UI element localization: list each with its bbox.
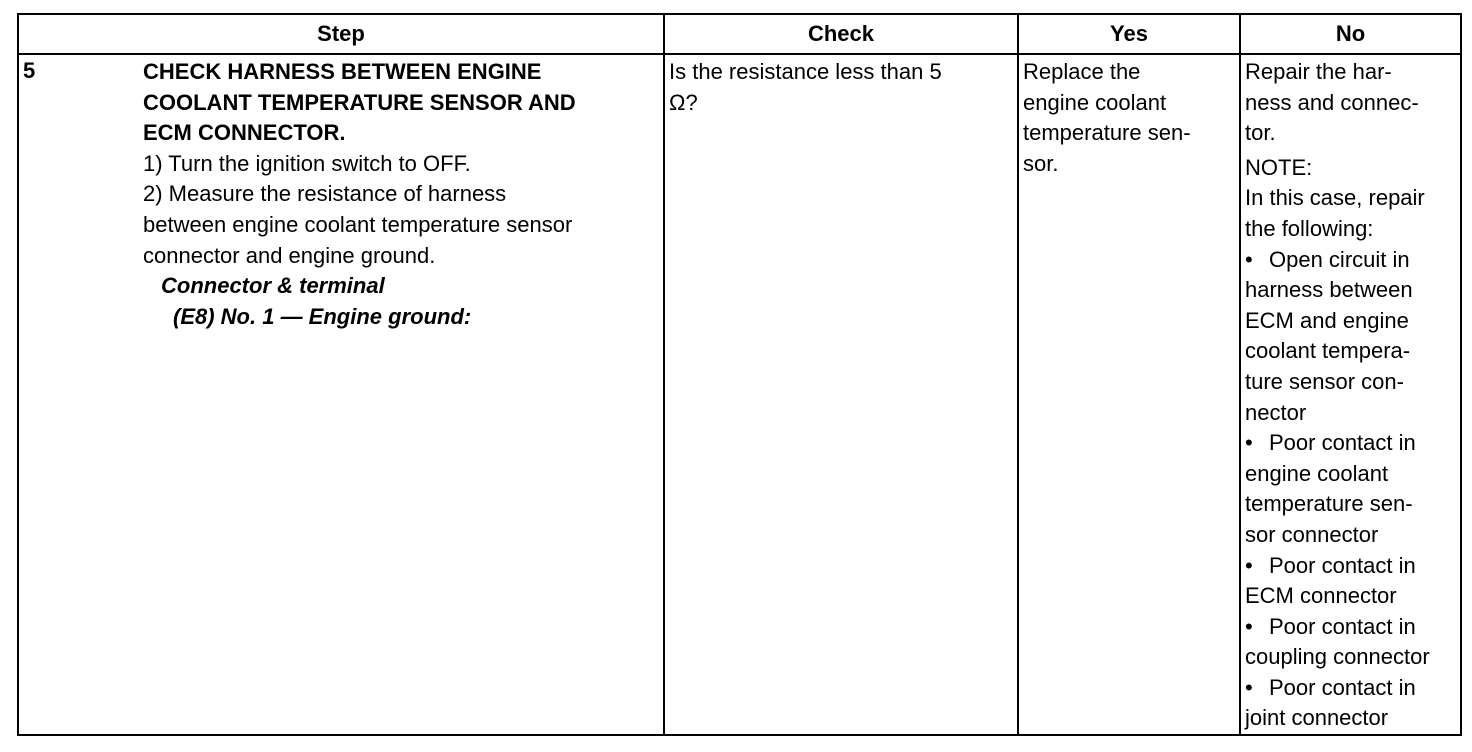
note-bullet-text: sor connector — [1245, 521, 1379, 547]
table-row — [18, 54, 1461, 735]
step-title-line: CHECK HARNESS BETWEEN ENGINE — [143, 59, 542, 84]
diagnostic-table — [17, 13, 1462, 736]
no-line: Repair the har- — [1245, 59, 1392, 84]
no-line: tor. — [1245, 120, 1276, 146]
note-bullet-text: joint connector — [1245, 705, 1389, 731]
note-bullet-text: Poor contact in — [1269, 552, 1416, 578]
note-bullet-text: ECM connector — [1245, 583, 1397, 609]
bullet-dot-icon: • — [1245, 674, 1253, 700]
note-bullet-text: Poor contact in — [1269, 613, 1416, 639]
note-bullet-text: Poor contact in — [1269, 674, 1416, 700]
note-line: the following: — [1245, 215, 1374, 241]
connector-value: (E8) No. 1 — Engine ground: — [173, 303, 472, 329]
yes-line: Replace the — [1023, 59, 1141, 84]
note-line: In this case, repair — [1245, 185, 1425, 211]
yes-line: temperature sen- — [1023, 120, 1191, 146]
note-bullet-line — [1245, 428, 1456, 459]
note-bullet-text: Poor contact in — [1269, 430, 1416, 456]
bullet-dot-icon: • — [1245, 430, 1253, 456]
header-row — [18, 14, 1461, 54]
note-bullet-line — [1245, 459, 1456, 490]
step-cell — [18, 54, 664, 735]
connector-label: Connector & terminal — [161, 273, 385, 299]
no-line: ness and connec- — [1245, 89, 1419, 115]
note-bullet-line — [1245, 551, 1456, 582]
step-title-line: COOLANT TEMPERATURE SENSOR AND — [143, 89, 576, 115]
check-line: Is the resistance less than 5 — [669, 59, 942, 84]
instruction-line: between engine coolant temperature sensor — [143, 211, 573, 237]
note-bullet-text: harness between — [1245, 277, 1413, 303]
note-bullet-list — [1245, 245, 1456, 735]
note-bullet-text: ture sensor con- — [1245, 368, 1404, 394]
note-bullet-text: nector — [1245, 399, 1307, 425]
note-bullet-text: engine coolant — [1245, 460, 1389, 486]
note-bullet-line — [1245, 306, 1456, 337]
instruction-line: 1) Turn the ignition switch to OFF. — [143, 150, 471, 176]
note-bullet-line — [1245, 398, 1456, 429]
check-cell — [664, 54, 1018, 735]
yes-line: sor. — [1023, 150, 1059, 176]
note-label: NOTE: — [1245, 154, 1313, 180]
yes-line: engine coolant — [1023, 89, 1167, 115]
note-bullet-line — [1245, 489, 1456, 520]
note-bullet-line — [1245, 703, 1456, 734]
note-bullet-line — [1245, 520, 1456, 551]
note-bullet-line — [1245, 367, 1456, 398]
instruction-line: 2) Measure the resistance of harness — [143, 181, 507, 207]
note-bullet-text: ECM and engine — [1245, 307, 1409, 333]
note-bullet-line — [1245, 581, 1456, 612]
note-bullet-text: coolant tempera- — [1245, 338, 1411, 364]
note-bullet-line — [1245, 673, 1456, 704]
note-bullet-line — [1245, 612, 1456, 643]
check-line: Ω? — [669, 89, 698, 115]
bullet-dot-icon: • — [1245, 613, 1253, 639]
note-bullet-line — [1245, 275, 1456, 306]
note-bullet-text: temperature sen- — [1245, 491, 1413, 517]
note-bullet-line — [1245, 642, 1456, 673]
header-check: Check — [664, 14, 1018, 54]
header-step: Step — [18, 14, 664, 54]
step-number: 5 — [23, 58, 36, 83]
no-cell — [1240, 54, 1461, 735]
step-title-line: ECM CONNECTOR. — [143, 120, 346, 146]
note-bullet-line — [1245, 245, 1456, 276]
step-body — [143, 55, 663, 332]
bullet-dot-icon: • — [1245, 246, 1253, 272]
instruction-line: connector and engine ground. — [143, 242, 436, 268]
header-yes: Yes — [1018, 14, 1240, 54]
bullet-dot-icon: • — [1245, 552, 1253, 578]
yes-cell — [1018, 54, 1240, 735]
header-no: No — [1240, 14, 1461, 54]
note-bullet-line — [1245, 336, 1456, 367]
note-bullet-text: Open circuit in — [1269, 246, 1410, 272]
note-bullet-text: coupling connector — [1245, 644, 1430, 670]
